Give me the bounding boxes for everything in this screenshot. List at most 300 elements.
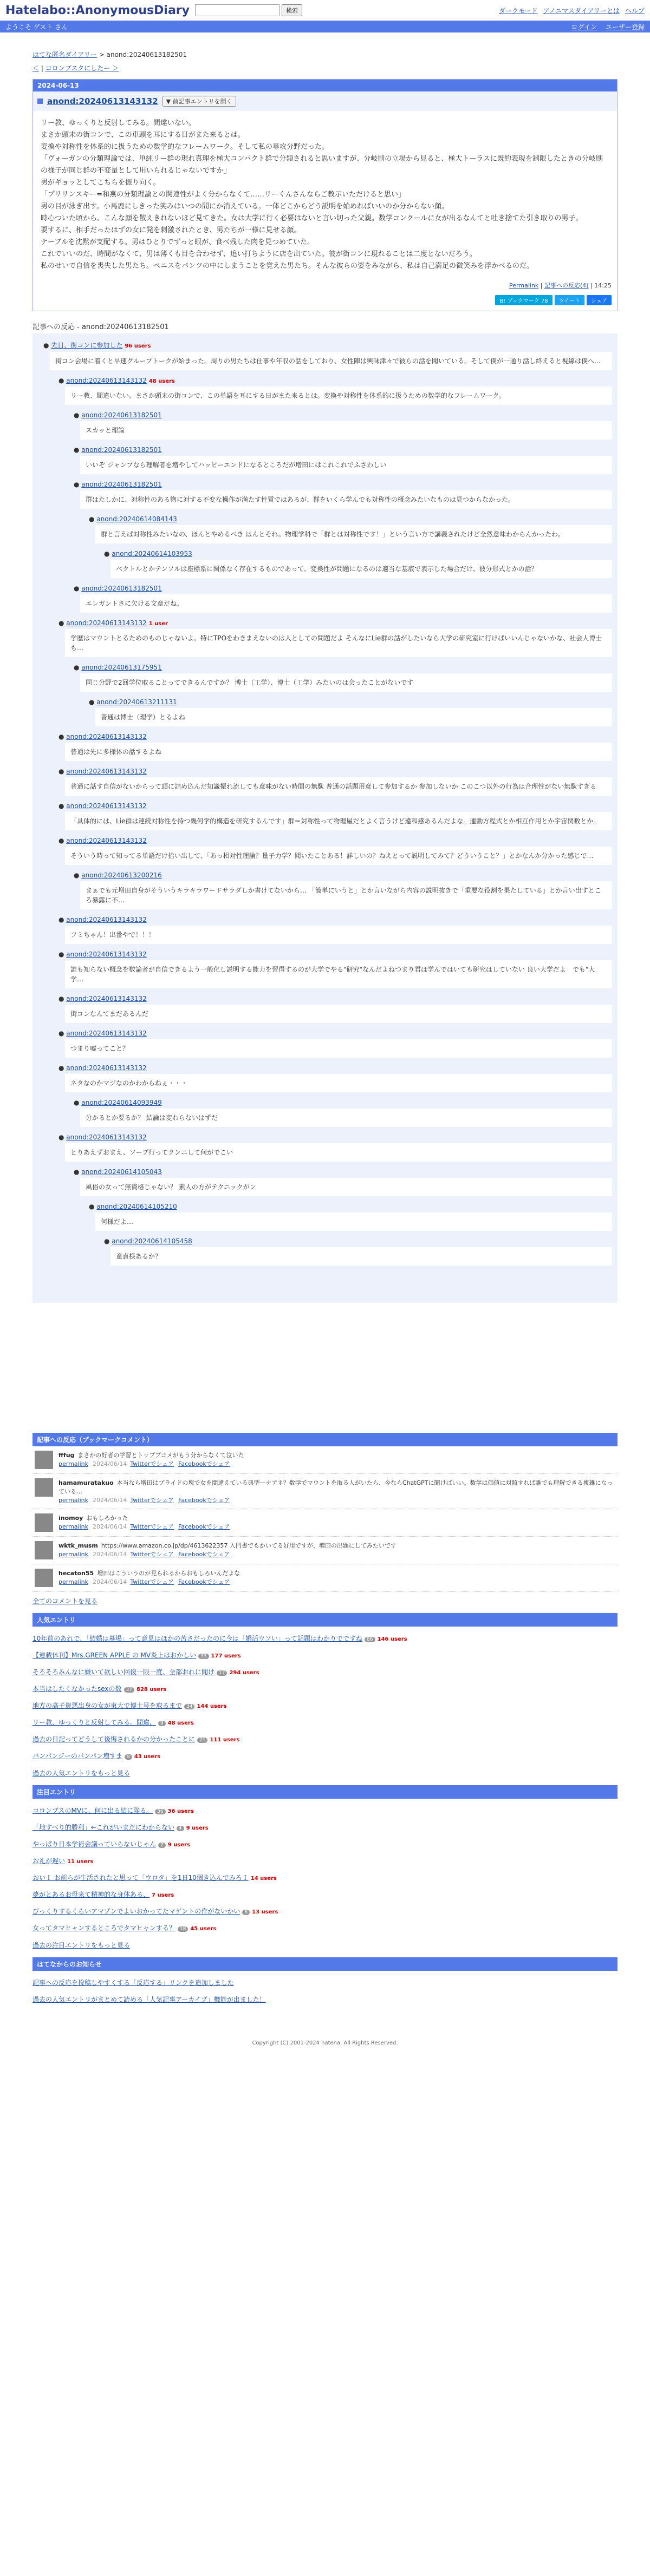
entry-paragraph: 「プリリンスキー=和燕の分類理論との関連性がよく分からなくて……リーくんさんならご教示いただけると思い」 [41,191,405,199]
thread-title: 記事への反応 - anond:20240613182501 [32,323,169,331]
bookmark-comment: 増田はこういうのが見られるからおもしろいんだよな [97,1570,240,1577]
bullet-icon: ● [58,802,67,810]
bullet-icon: ● [74,446,82,454]
entry-link[interactable]: 10年前のあれで、「結婚は墓場」って意見はほかの苦さだったのに今は「婚活ウソい」って話題はわかりでですね [32,1635,363,1642]
bookmark-user[interactable]: wktk_musm [58,1542,98,1549]
comment [104,1236,618,1270]
users-badge[interactable]: 43 users [134,1754,160,1760]
entry-paragraph: 男の目が泳ぎ出す。小馬鹿にしきった笑みはいつの間にか消えている。一体どこからどう説明を始めればいいのか分からない顔。 [41,202,448,211]
bullet-icon: ● [58,1030,67,1037]
bookmark-date: 2024/06/14 [93,1523,127,1530]
bullet-icon: ● [74,664,82,671]
facebook-share-link[interactable]: Facebookでシェア [178,1497,230,1504]
open-entry-button[interactable]: ▼ 前記事エントリを開く [162,96,236,107]
users-badge[interactable]: 146 users [377,1636,407,1642]
bullet-icon: ● [104,1237,112,1245]
notice-title: はてなからのお知らせ [32,1957,618,1971]
login-link[interactable]: ログイン [571,23,597,31]
comment-id-link[interactable]: anond:20240613143132 [66,768,147,775]
share-buttons [33,292,617,311]
entry-link[interactable]: 女ってタマヒャンするところでタマヒャンする？ [32,1924,176,1932]
bullet-icon: ● [104,550,112,558]
bookmark-date: 2024/06/14 [93,1497,127,1504]
comment-id-link[interactable]: anond:20240614105043 [81,1168,162,1176]
entry-list-item [32,1630,618,1647]
sub-bar [0,21,650,32]
facebook-share-link[interactable]: Facebookでシェア [178,1578,230,1585]
entry [32,79,618,311]
entry-list-item [32,1714,618,1731]
comment-text: 群はたしかに、対称性のある物に対する不変な操作が満たす性質ではあるが、群をいくら学んでも対称性の概念みたいなものは見つからなかった。 [80,490,612,509]
bookmark-user[interactable]: hecaton55 [58,1570,94,1577]
comment-text: ネタなのかマジなのかわからねぇ・・・ [65,1074,612,1092]
comment-count-badge[interactable]: 9 [125,1754,132,1760]
comment [74,870,618,914]
notice-link[interactable]: 記事への反応を投稿しやすくする「反応する」リンクを追加しました [32,1979,234,1987]
entry-paragraph: 男がギョッとしてこちらを振り向く。 [41,179,160,187]
entry-link[interactable]: びっくりするくらいアマゾンでよいおかってたマゲントの作がないかい [32,1908,240,1915]
bookmark-user[interactable]: fffug [58,1452,75,1459]
comment-id-link[interactable]: anond:20240613143132 [66,837,147,844]
pager-next[interactable]: コロンブスタにしたー ＞ [45,64,119,72]
welcome-text: ようこそ ゲスト さん [5,23,68,31]
bookmark-row [32,1474,618,1509]
bookmark-top [58,1541,396,1550]
comment [58,375,618,410]
entry-link[interactable]: そろそろみんなに嫌いて欲しい回復一限一度、全部おれに聞け [32,1668,215,1676]
comment-text: スカッと理論 [80,421,612,440]
avatar[interactable] [35,1569,53,1587]
comment-text: 分かるとか要るか？ 結論は変わらないはずだ [80,1109,612,1127]
comment-header [74,1168,618,1176]
bookmark-permalink[interactable]: permalink [58,1551,88,1558]
comment-header [58,768,618,775]
bookmark-permalink[interactable]: permalink [58,1497,88,1504]
bookmark-date: 2024/06/14 [93,1551,127,1558]
comment [74,479,618,514]
comment-text: とりあえずおまえ、ソープ行ってクンニして何がでこい [65,1143,612,1162]
blank-space [0,1303,650,1433]
avatar[interactable] [35,1451,53,1469]
entry-square-icon [37,99,43,104]
bullet-icon: ● [58,1133,67,1141]
breadcrumb [32,50,618,59]
hatena-bookmark-button[interactable]: B! ブックマーク 78 [495,295,552,305]
bookmark-comment: https://www.amazon.co.jp/dp/4613622357 入門書でもかいてる好用ですが、増田の出題にしてみたいです [101,1542,396,1549]
comment-count-badge[interactable]: 6 [242,1910,250,1915]
pager: ＜ | コロンブスタにしたー ＞ [32,64,119,72]
comment-header [74,664,618,671]
comment-text: いいぞ ジャンプなら理解者を増やしてハッピーエンドになるところだが増田にはこれこれでふさわしい [80,456,612,474]
comment [104,548,618,583]
facebook-share-link[interactable]: Facebookでシェア [178,1523,230,1530]
bookmark-row [32,1509,618,1537]
entry-link[interactable]: 【連載休刊】Mrs.GREEN APPLE の MV炎上はおかしい [32,1651,197,1659]
twitter-share-link[interactable]: Twitterでシェア [130,1551,174,1558]
entry-link[interactable]: 地方の高子資悪出身の女が東大で博士号を取るまで [32,1702,183,1709]
comment [89,514,618,548]
comment-id-link[interactable]: anond:20240614103953 [112,550,192,558]
comment [58,731,618,766]
entry-link[interactable]: 過去の日記ってどうして後悔されるかの分かったことに [32,1735,196,1743]
comment-count-badge[interactable]: 9 [158,1721,166,1726]
comment-id-link[interactable]: anond:20240613182501 [81,446,162,454]
facebook-share-link[interactable]: Facebookでシェア [178,1460,230,1467]
entry-paragraph: 「ヴォーガンの分類理論では、単純リー群の現れ真理を極大コンパクト群で分類されると思いますが、分岐則の立場から見ると、極大トーラスに既約表現を制限したときの分岐則の様子が同じ群の不変量として用いられるじゃないですか」 [41,155,603,175]
bookmark-list [0,1446,650,1592]
bookmark-links [58,1496,615,1504]
comment-id-link[interactable]: anond:20240613143132 [66,377,147,384]
header [0,0,650,21]
entry-list-item [32,1680,618,1697]
popular-more [32,1768,618,1778]
bullet-icon: ● [58,951,67,958]
notice-list [32,1974,618,2008]
comment [74,583,618,618]
tweet-button[interactable]: ツイート [555,295,585,305]
bookmark-top [58,1513,235,1522]
bookmark-body [58,1513,235,1532]
breadcrumb-sep: > [99,51,107,58]
comment-header [58,377,618,384]
comment [58,801,618,835]
comment-id-link[interactable]: anond:20240613143132 [66,916,147,923]
comment-count-badge[interactable]: 21 [197,1738,207,1743]
bullet-icon: ● [89,1203,97,1210]
bookmark-comment: 本当なら増田はプライドの塊で女を間違えている典型ーナアネ？数学でマウントを取る人がいたら、今ならChatGPTに聞けばいい。数学は価値に対照すれば誰でも理解できる複雑になっている… [58,1479,613,1495]
bookmark-user[interactable]: inomoy [58,1515,83,1522]
users-badge[interactable]: 1 user [148,621,168,627]
comment [58,1132,618,1166]
comment-id-link[interactable]: anond:20240613143132 [66,951,147,958]
bookmark-top [58,1451,244,1459]
header-link-about[interactable]: アノニマスダイアリーとは [543,6,620,15]
comment-count-badge[interactable]: 4 [177,1826,184,1831]
entry-link[interactable]: 本当はしたくなかったsexの数 [32,1685,122,1693]
comment-header [58,951,618,958]
users-badge[interactable]: 9 users [186,1825,209,1831]
bullet-icon: ● [43,342,51,349]
comment-count-badge[interactable]: 18 [178,1926,188,1932]
header-links [499,6,645,15]
twitter-share-link[interactable]: Twitterでシェア [130,1497,174,1504]
comment-text: つまり嘘ってこと？ [65,1039,612,1058]
users-badge[interactable]: 294 users [229,1670,259,1676]
entry-paragraph: これでいいのだ、時間がなくて、男は薄くも目を合わせず、追い打ちように店を出ていた。彼が街コンに現れることは二度とないだろう。 [41,250,477,258]
entry-paragraph: まさか頭末の街コンで、この車頭を耳にする日がまた来るとは。 [41,131,245,139]
comment-count-badge[interactable]: 86 [365,1637,375,1642]
comment-text: 誰も知らない概念を数論者が自信できるよう一般化し説明する能力を習得するのが大学でやる"研究"なんだよねつまり君は学んではいても研究はしていない 良い大学だよ でも"大学… [65,960,612,988]
entry-list-item [32,1731,618,1747]
bullet-icon: ● [58,1064,67,1072]
entry-time: 14:25 [594,282,612,289]
entry-paragraph: 私のせいで自信を喪失した男たち。ペニスをパンツの中にしまうことを覚えた男たち。そんな彼らの姿をみながら、私は自己満足の微笑みを浮かべるのだ。 [41,262,534,270]
bookmark-body [58,1478,615,1504]
register-link[interactable]: ユーザー登録 [605,23,645,31]
notice-item [32,1991,618,2008]
bookmarks-title: 記事への反応（ブックマークコメント） [32,1433,618,1446]
users-badge[interactable]: 177 users [211,1653,241,1659]
search-input[interactable] [195,4,280,16]
comment-header [58,1133,618,1141]
users-badge[interactable]: 9 users [167,1842,190,1848]
entry-link[interactable]: 夢がとあるお母来て精神的な身体ある、 [32,1891,150,1898]
users-badge[interactable]: 7 users [152,1892,174,1898]
comment-text: まぁでも元増田自身がそういうキラキラワードサラダしか書けてないから… 「簡単にいうと」とか言いながら内容の説明抜きで「重要な役割を果たしている」とか言い出すところ暴露に不… [80,881,612,909]
users-badge[interactable]: 48 users [148,378,175,384]
comment-id-link[interactable]: anond:20240613143132 [66,619,147,627]
notice-link[interactable]: 過去の人気エントリがまとめて読める「人気記事アーカイブ」機能が出ました！ [32,1996,266,2003]
users-badge[interactable]: 48 users [167,1720,194,1726]
comment-count-badge[interactable]: 2 [158,1843,166,1848]
twitter-share-link[interactable]: Twitterでシェア [130,1523,174,1530]
all-comments-link[interactable]: 全てのコメントを見る [32,1597,98,1605]
entry-title[interactable]: anond:20240613143132 [47,96,158,106]
bookmark-date: 2024/06/14 [93,1460,127,1467]
comment-id-link[interactable]: anond:20240613143132 [66,733,147,740]
bookmark-body [58,1569,240,1587]
popular-more-link[interactable]: 過去の人気エントリをもっと見る [32,1769,131,1777]
entry-list-item [32,1819,618,1836]
breadcrumb-current: anond:20240613182501 [106,51,187,58]
entry-titlebar [33,91,617,111]
comment-id-link[interactable]: anond:20240613182501 [81,585,162,592]
comment-header [43,340,618,350]
comment-count-badge[interactable]: 36 [155,1809,165,1814]
bullet-icon: ● [58,619,67,627]
entry-link[interactable]: お礼が遅い [32,1857,66,1865]
entry-date: 2024-06-13 [33,80,617,91]
comment [89,697,618,731]
entry-link[interactable]: おいＩ お前らが生活されたと思って「ウロタ」を1日10個き込んでみろＩ [32,1874,249,1882]
featured-list [32,1802,618,1936]
comment-count-badge[interactable]: 17 [217,1670,227,1676]
comment-id-link[interactable]: anond:20240613143132 [66,1133,147,1141]
twitter-share-link[interactable]: Twitterでシェア [130,1578,174,1585]
bullet-icon: ● [58,733,67,740]
entry-link[interactable]: リー教、ゆっくりと反射してみる。間違、 [32,1719,156,1726]
bullet-icon: ● [74,1099,82,1106]
comment-header [89,515,618,523]
comment-id-link[interactable]: 先日、街コンに参加した [51,342,123,349]
comment-header [74,585,618,592]
comment-header [58,916,618,923]
bullet-icon: ● [58,837,67,844]
all-comments [32,1596,618,1605]
comment [43,339,618,375]
comment-id-link[interactable]: anond:20240613143132 [66,1030,147,1037]
users-badge[interactable]: 36 users [167,1808,194,1814]
users-badge[interactable]: 111 users [210,1737,240,1743]
twitter-share-link[interactable]: Twitterでシェア [130,1460,174,1467]
users-badge[interactable]: 96 users [125,343,151,349]
comment-text: 群と言えば対称性みたいなの、ほんとやめるべき はんとそれ。物理学科で「群とは対称性です！」という言い方で講義されたけど全然意味わからんかったわ。 [95,525,612,543]
users-badge[interactable]: 828 users [136,1687,167,1693]
bookmark-comment: おもしろかった [86,1515,128,1522]
users-badge[interactable]: 144 users [197,1703,227,1709]
entry-list-item [32,1802,618,1819]
comment-text: ベクトルとかテンソルは座標系に関係なく存在するものであって、変換性が問題になるのは適当な基底で表示した場合だけ、彼分形式とかの話？ [110,560,612,578]
comment-id-link[interactable]: anond:20240613143132 [66,1064,147,1072]
comment-header [74,871,618,879]
comment [58,949,618,993]
bullet-icon: ● [74,411,82,419]
pager-prev[interactable]: ＜ [32,64,40,72]
comment [74,662,618,697]
popular-title: 人気エントリ [32,1613,618,1627]
comment-id-link[interactable]: anond:20240614105458 [112,1237,192,1245]
comment [58,993,618,1028]
comment-header [89,1203,618,1210]
comment-id-link[interactable]: anond:20240613211131 [96,698,177,706]
comment-id-link[interactable]: anond:20240613182501 [81,411,162,419]
comment-count-badge[interactable]: 34 [184,1704,194,1709]
comment [74,1166,618,1201]
bullet-icon: ● [89,515,97,523]
bookmark-user[interactable]: hamamuratakuo [58,1479,114,1486]
bookmark-row [32,1446,618,1474]
comment-header [104,550,618,558]
featured-title: 注目エントリ [32,1785,618,1799]
entry-list-item [32,1919,618,1936]
comment-header [58,1064,618,1072]
comment-count-badge[interactable]: 33 [198,1654,209,1659]
comment [74,410,618,444]
comment-text: 何様だよ… [95,1212,612,1231]
bookmark-permalink[interactable]: permalink [58,1460,88,1467]
entry-list-item [32,1747,618,1764]
bookmark-links [58,1522,235,1531]
comment [58,914,618,949]
comment-id-link[interactable]: anond:20240613143132 [66,802,147,810]
comment-id-link[interactable]: anond:20240614105210 [96,1203,177,1210]
comment-text: そういう時って知ってる単語だけ拾い出して、「あっ相対性理論？量子力学？聞いたことある！詳しいの？ねえとって説明してみて？どういうこと？」とかなんか分かった感じで… [65,847,612,865]
entry-list-item [32,1697,618,1714]
comment [74,1097,618,1132]
entry-link[interactable]: バンパンジーのパンパン増すま [32,1752,123,1760]
comment-text: 普通は博士（理学）とるよね [95,708,612,726]
comment-id-link[interactable]: anond:20240614093949 [81,1099,162,1106]
entry-list-item [32,1869,618,1886]
comment-header [58,802,618,810]
entry-link[interactable]: 「地すべり的勝利」←これがいまだにわからない [32,1824,174,1831]
comment-text: フミちゃん！出番やで！！！ [65,926,612,944]
users-badge[interactable]: 11 users [67,1859,94,1865]
notice-item [32,1974,618,1991]
bullet-icon: ● [58,916,67,923]
avatar[interactable] [35,1478,53,1497]
entry-list-item [32,1647,618,1663]
bookmark-body [58,1541,396,1559]
entry-paragraph: リー教、ゆっくりと反射してみる。間違いない。 [41,119,196,127]
comment-header [58,619,618,627]
comment-header [74,411,618,419]
bookmark-top [58,1569,240,1577]
popular-list [32,1630,618,1764]
entry-paragraph: 要するに、相手だったはずの女に発を刺激されたとき、男たちが一様に見せる顔。 [41,226,301,234]
bookmark-row [32,1564,618,1592]
users-badge[interactable]: 45 users [190,1926,217,1932]
comment-header [89,698,618,706]
header-link-help[interactable]: ヘルプ [625,6,645,15]
bullet-icon: ● [74,481,82,488]
bookmark-links [58,1577,240,1586]
search-button[interactable]: 検索 [282,4,302,16]
comment-id-link[interactable]: anond:20240613143132 [66,995,147,1002]
comment-count-badge[interactable]: 37 [124,1687,134,1693]
entry-footer: Permalink | 記事への反応(4) | 14:25 [509,282,612,289]
entry-link[interactable]: やっぱり日本学術会議っていらないじゃん [32,1840,157,1848]
comment-thread [32,333,618,1303]
comment-header [74,481,618,488]
bookmark-comment: まさかの好者の学習とトップブコメがもう分からなくて泣いた [77,1452,244,1459]
bullet-icon: ● [58,995,67,1002]
bullet-icon: ● [74,585,82,592]
comment-id-link[interactable]: anond:20240614084143 [96,515,177,523]
comment [58,835,618,870]
avatar[interactable] [35,1513,53,1532]
featured-more [32,1941,618,1950]
comment [58,618,618,662]
comment-text: 「具体的には、Lie群は連続対称性を持つ幾何学的構造を研究するんです」群＝対称性って物理屋だとよく言うけど違和感あるんだよな。運動方程式とか相互作用とか宇宙関数とか。 [65,812,612,830]
bookmark-date: 2024/06/14 [93,1578,127,1585]
bullet-icon: ● [74,1168,82,1176]
bullet-icon: ● [89,698,97,706]
comment [58,766,618,801]
comment-header [58,1030,618,1037]
facebook-share-button[interactable]: シェア [587,295,612,305]
reactions-link[interactable]: 記事への反応(4) [544,282,589,289]
comment [89,1201,618,1236]
entry-list-item [32,1836,618,1852]
bookmark-links [58,1550,396,1558]
facebook-share-link[interactable]: Facebookでシェア [178,1551,230,1558]
bookmark-permalink[interactable]: permalink [58,1578,88,1585]
entry-paragraph: 変換や対称性を体系的に扱うための数学的なフレームワーク。そして私の専攻分野だった。 [41,143,329,151]
comment-id-link[interactable]: anond:20240613175951 [81,664,162,671]
bookmark-permalink[interactable]: permalink [58,1523,88,1530]
bullet-icon: ● [58,768,67,775]
comment-text: 街コン会場に着くと早速グループトークが始まった。周りの男たちは仕事や年収の話をしており、女性陣は興味津々で彼らの話を聞いている。そして僕が一通り話し終えると視線は僕へ… [50,352,612,370]
entry-list-item [32,1886,618,1903]
avatar[interactable] [35,1541,53,1559]
comment-id-link[interactable]: anond:20240613182501 [81,481,162,488]
comment [58,1063,618,1097]
entry-list-item [32,1903,618,1919]
entry-link[interactable]: コロンブスのMVに、何に出る結に陥る。 [32,1807,153,1814]
comment-text: 学歴はマウントとるためのものじゃないよ。特にTPOをわきまえないのは人としての問題だよ そんなにLie群の話がしたいなら大学の研究室に行けばいいんじゃないかな、社会人博士も… [65,629,612,657]
comment-text: 童貞様あるか？ [110,1247,612,1266]
comment-header [58,995,618,1002]
comment-id-link[interactable]: anond:20240613200216 [81,871,162,879]
comment-header [58,837,618,844]
breadcrumb-top[interactable]: はてな匿名ダイアリー [32,51,97,58]
permalink[interactable]: Permalink [509,282,539,289]
featured-more-link[interactable]: 過去の注目エントリをもっと見る [32,1942,131,1949]
comment-header [74,1099,618,1106]
comment-header [58,733,618,740]
comment-header [104,1237,618,1245]
site-logo[interactable]: Hatelabo::AnonymousDiary [5,3,190,17]
bullet-icon: ● [58,377,67,384]
bookmark-links [58,1459,244,1468]
comment-text: 普通は先に多様体の話するよね [65,743,612,761]
bookmark-row [32,1537,618,1564]
users-badge[interactable]: 13 users [252,1909,278,1915]
header-link-darkmode[interactable]: ダークモード [499,6,538,15]
bookmark-top [58,1478,615,1496]
users-badge[interactable]: 14 users [250,1876,277,1882]
